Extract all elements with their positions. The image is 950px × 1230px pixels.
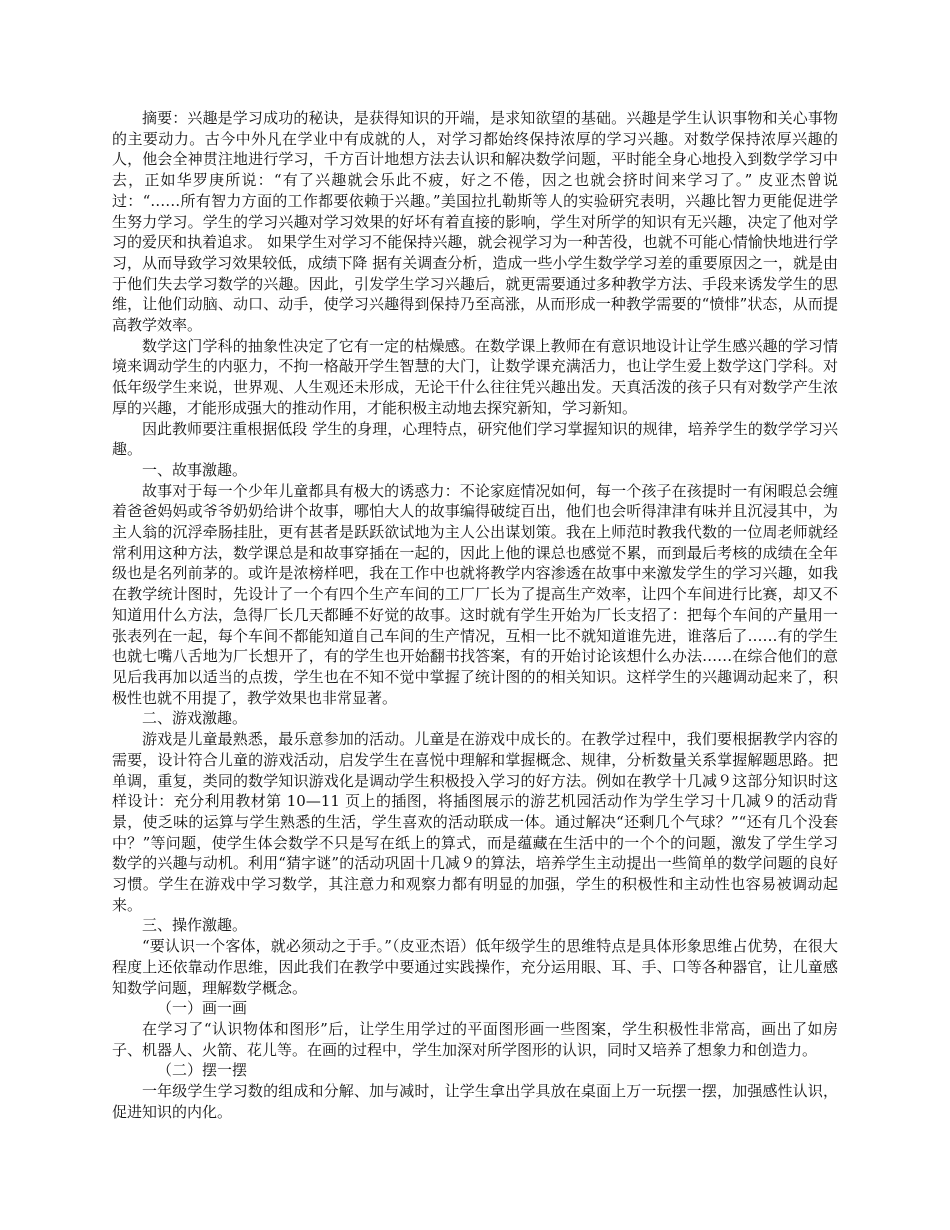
body-paragraph: “要认识一个客体，就必须动之于手。”（皮亚杰语）低年级学生的思维特点是具体形象思维占优势，在很大程度上还依靠动作思维，因此我们在教学中要通过实践操作，充分运用眼、耳、手、口等各种器官，让儿童感知数学问题，理解数学概念。 (112, 937, 838, 997)
body-paragraph: 因此教师要注重根据低段 学生的身理，心理特点，研究他们学习掌握知识的规律，培养学生的数学学习兴趣。 (112, 419, 838, 459)
subsection-heading: （二）摆一摆 (157, 1061, 248, 1080)
body-paragraph: 游戏是儿童最熟悉，最乐意参加的活动。儿童是在游戏中成长的。在教学过程中，我们要根据教学内容的需要，设计符合儿童的游戏活动，启发学生在喜悦中理解和掌握概念、规律，分析数量关系掌握解题思路。把单调，重复，类同的数学知识游戏化是调动学生积极投入学习的好方法。例如在教学十几减９这部分知识时这样设计：充分利用教材第 10—11 页上的插图，将插图展示的游艺机园活动作为学生学习十几减９的活动背景，使乏味的运算与学生熟悉的生活，学生喜欢的活动联成一体。通过解决“还剩几个气球？”“还有几个没套中？”等问题，使学生体会数学不只是写在纸上的算式，而是蕴藏在生活中的一个个的问题，激发了学生学习数学的兴趣与动机。利用“猜字谜”的活动巩固十几减９的算法，培养学生主动提出一些简单的数学问题的良好习惯。学生在游戏中学习数学，其注意力和观察力都有明显的加强，学生的积极性和主动性也容易被调动起来。 (112, 730, 838, 914)
section-heading: 二、游戏激趣。 (142, 709, 248, 728)
section-heading: 一、故事激趣。 (142, 460, 248, 479)
body-paragraph: 一年级学生学习数的组成和分解、加与减时，让学生拿出学具放在桌面上万一玩摆一摆，加强感性认识，促进知识的内化。 (112, 1082, 838, 1121)
abstract-paragraph: 摘要：兴趣是学习成功的秘诀，是获得知识的开端，是求知欲望的基础。兴趣是学生认识事物和关心事物的主要动力。古今中外凡在学业中有成就的人，对学习都始终保持浓厚的学习兴趣。对数学保持浓厚兴趣的人，他会全神贯注地进行学习，千方百计地想方法去认识和解决数学问题，平时能全身心地投入到数学学习中去，正如华罗庚所说：“有了兴趣就会乐此不疲，好之不倦，因之也就会挤时间来学习了。” 皮亚杰曾说过：“……所有智力方面的工作都要依赖于兴趣。”美国拉扎勒斯等人的实验研究表明，兴趣比智力更能促进学生努力学习。学生的学习兴趣对学习效果的好坏有着直接的影响，学生对所学的知识有无兴趣，决定了他对学习的爱厌和执着追求。 如果学生对学习不能保持兴趣，就会视学习为一种苦役，也就不可能心情愉快地进行学习，从而导致学习效果较低，成绩下降 据有关调查分析，造成一些小学生数学学习差的重要原因之一，就是由于他们失去学习数学的兴趣。因此，引发学生学习兴趣后，就更需要通过多种教学方法、手段来诱发学生的思维，让他们动脑、动口、动手，使学习兴趣得到保持乃至高涨，从而形成一种教学需要的“愤悱”状态，从而提高教学效率。 (112, 109, 838, 335)
body-paragraph: 在学习了“认识物体和图形”后，让学生用学过的平面图形画一些图案，学生积极性非常高，画出了如房子、机器人、火箭、花儿等。在画的过程中，学生加深对所学图形的认识，同时又培养了想象力和创造力。 (112, 1019, 838, 1059)
document-body (112, 108, 838, 1122)
section-heading: 三、操作激趣。 (142, 916, 248, 935)
body-paragraph: 数学这门学科的抽象性决定了它有一定的枯燥感。在数学课上教师在有意识地设计让学生感兴趣的学习情境来调动学生的内驱力，不拘一格敲开学生智慧的大门，让数学课充满活力，也让学生爱上数学这门学科。对低年级学生来说，世界观、人生观还未形成，无论干什么往往凭兴趣出发。天真活泼的孩子只有对数学产生浓厚的兴趣，才能形成强大的推动作用，才能积极主动地去探究新知，学习新知。 (112, 336, 838, 417)
subsection-heading: （一）画一画 (157, 999, 248, 1018)
body-paragraph: 故事对于每一个少年儿童都具有极大的诱惑力：不论家庭情况如何，每一个孩子在孩提时一有闲暇总会缠着爸爸妈妈或爷爷奶奶给讲个故事，哪怕大人的故事编得破绽百出，他们也会听得津津有味并且沉浸其中，为主人翁的沉浮牵肠挂肚，更有甚者是跃跃欲试地为主人公出谋划策。我在上师范时教我代数的一位周老师就经常利用这种方法，数学课总是和故事穿插在一起的，因此上他的课总也感觉不累，而到最后考核的成绩在全年级也是名列前茅的。或许是浓榜样吧，我在工作中也就将教学内容渗透在故事中来激发学生的学习兴趣，如我在教学统计图时，先设计了一个有四个生产车间的工厂厂长为了提高生产效率，让四个车间进行比赛，却又不知道用什么方法，急得厂长几天都睡不好觉的故事。这时就有学生开始为厂长支招了：把每个车间的产量用一张表列在一起，每个车间不都能知道自己车间的生产情况，互相一比不就知道谁先进，谁落后了……有的学生也就七嘴八舌地为厂长想开了，有的学生也开始翻书找答案，有的开始讨论该想什么办法……在综合他们的意见后我再加以适当的点拨，学生也在不知不觉中掌握了统计图的的相关知识。这样学生的兴趣调动起来了，积极性也就不用提了，教学效果也非常显著。 (112, 481, 838, 707)
